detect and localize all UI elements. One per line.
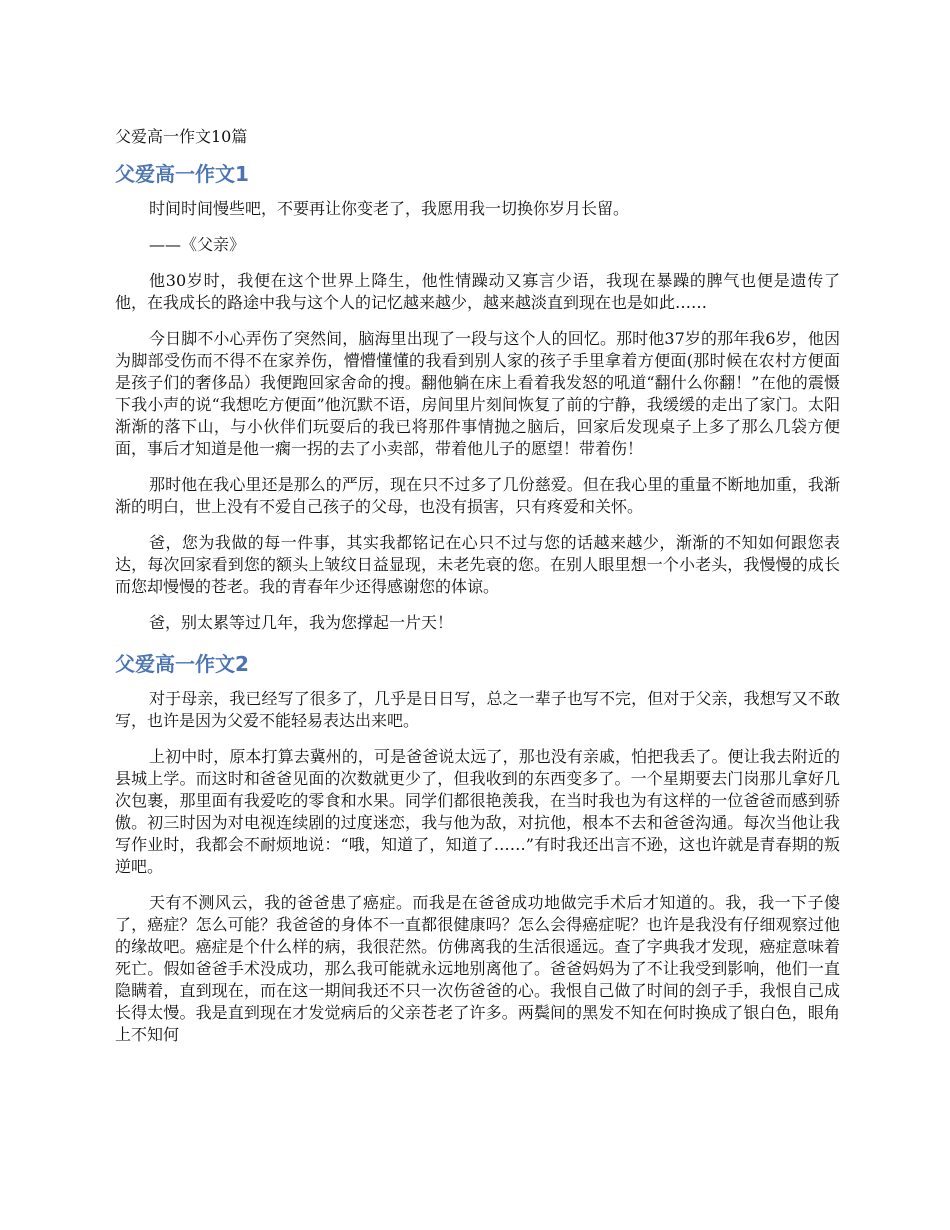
paragraph: 他30岁时，我便在这个世界上降生，他性情躁动又寡言少语，我现在暴躁的脾气也便是遗传了他，在我成长的路途中我与这个人的记忆越来越少，越来越淡直到现在也是如此…… xyxy=(115,271,840,312)
section-1 xyxy=(115,158,840,634)
paragraph: ——《父亲》 xyxy=(149,235,246,254)
document-page xyxy=(115,122,840,1060)
section-heading: 父爱高一作文1 xyxy=(115,162,249,186)
paragraph: 爸，别太累等过几年，我为您撑起一片天！ xyxy=(149,613,454,632)
paragraph: 那时他在我心里还是那么的严厉，现在只不过多了几份慈爱。但在我心里的重量不断地加重，我渐渐的明白，世上没有不爱自己孩子的父母，也没有损害，只有疼爱和关怀。 xyxy=(115,475,840,516)
paragraph: 天有不测风云，我的爸爸患了癌症。而我是在爸爸成功地做完手术后才知道的。我，我一下子傻了，癌症？怎么可能？我爸爸的身体不一直都很健康吗？怎么会得癌症呢？也许是我没有仔细观察过他的缘故吧。癌症是个什么样的病，我很茫然。仿佛离我的生活很遥远。查了字典我才发现，癌症意味着死亡。假如爸爸手术没成功，那么我可能就永远地别离他了。爸爸妈妈为了不让我受到影响，他们一直隐瞒着，直到现在，而在这一期间我还不只一次伤爸爸的心。我恨自己做了时间的刽子手，我恨自己成长得太慢。我是直到现在才发觉病后的父亲苍老了许多。两鬓间的黑发不知在何时换成了银白色，眼角上不知何 xyxy=(115,893,840,1044)
paragraph: 对于母亲，我已经写了很多了，几乎是日日写，总之一辈子也写不完，但对于父亲，我想写又不敢写，也许是因为父爱不能轻易表达出来吧。 xyxy=(115,689,840,730)
paragraph: 上初中时，原本打算去冀州的，可是爸爸说太远了，那也没有亲戚，怕把我丢了。便让我去附近的县城上学。而这时和爸爸见面的次数就更少了，但我收到的东西变多了。一个星期要去门岗那儿拿好几次包裹，那里面有我爱吃的零食和水果。同学们都很艳羡我，在当时我也为有这样的一位爸爸而感到骄傲。初三时因为对电视连续剧的过度迷恋，我与他为敌，对抗他，根本不去和爸爸沟通。每次当他让我写作业时，我都会不耐烦地说：“哦，知道了，知道了……”有时我还出言不逊，这也许就是青春期的叛逆吧。 xyxy=(115,747,840,876)
section-2 xyxy=(115,648,840,1046)
paragraph: 爸，您为我做的每一件事，其实我都铭记在心只不过与您的话越来越少，渐渐的不知如何跟您表达，每次回家看到您的额头上皱纹日益显现，未老先衰的您。在别人眼里想一个小老头，我慢慢的成长而您却慢慢的苍老。我的青春年少还得感谢您的体谅。 xyxy=(115,533,840,596)
paragraph: 时间时间慢些吧，不要再让你变老了，我愿用我一切换你岁月长留。 xyxy=(149,199,630,218)
document-title: 父爱高一作文10篇 xyxy=(115,127,248,146)
section-heading: 父爱高一作文2 xyxy=(115,652,249,676)
paragraph: 今日脚不小心弄伤了突然间，脑海里出现了一段与这个人的回忆。那时他37岁的那年我6岁，他因为脚部受伤而不得不在家养伤，懵懵懂懂的我看到别人家的孩子手里拿着方便面(那时候在农村方便面是孩子们的奢侈品）我便跑回家舍命的搜。翻他躺在床上看着我发怒的吼道“翻什么你翻！”在他的震慑下我小声的说“我想吃方便面”他沉默不语，房间里片刻间恢复了前的宁静，我缓缓的走出了家门。太阳渐渐的落下山，与小伙伴们玩耍后的我已将那件事情抛之脑后，回家后发现桌子上多了那么几袋方便面，事后才知道是他一瘸一拐的去了小卖部，带着他儿子的愿望！带着伤！ xyxy=(115,329,840,458)
